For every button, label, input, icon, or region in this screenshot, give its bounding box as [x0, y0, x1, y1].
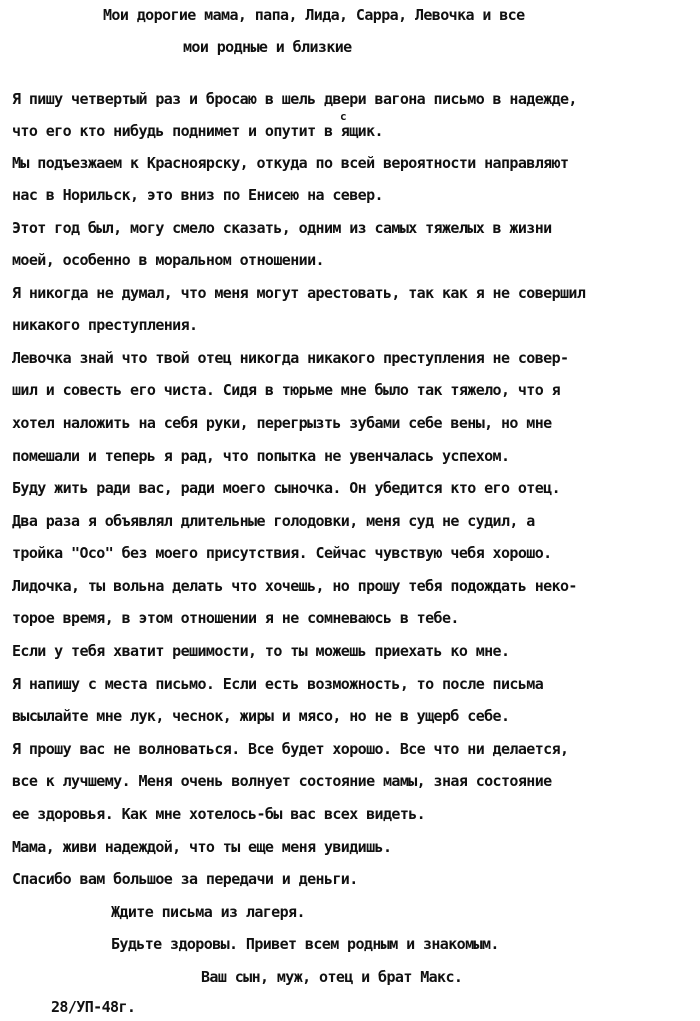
body-line: помешали и теперь я рад, что попытка не увенчалась успехом.	[12, 447, 510, 465]
body-line: Я никогда не думал, что меня могут арестовать, так как я не совершил	[12, 284, 586, 302]
body-line: Два раза я объявлял длительные голодовки, меня суд не судил, а	[12, 512, 535, 530]
body-line: Мы подъезжаем к Красноярску, откуда по всей вероятности направляют	[12, 154, 569, 172]
body-line: Я пишу четвертый раз и бросаю в шель двери вагона письмо в надежде,	[12, 90, 577, 108]
letter-date: 28/УП-48г.	[51, 998, 136, 1016]
body-line: Этот год был, могу смело сказать, одним из самых тяжелых в жизни	[12, 219, 552, 237]
body-line: что его кто нибудь поднимет и опутит в ящик.	[12, 122, 383, 140]
body-line: Мама, живи надеждой, что ты еще меня увидишь.	[12, 838, 392, 856]
body-line: нас в Норильск, это вниз по Енисею на север.	[12, 186, 383, 204]
salutation-line-1: Мои дорогие мама, папа, Лида, Сарра, Левочка и все	[103, 6, 525, 24]
body-line: никакого преступления.	[12, 316, 198, 334]
body-line: торое время, в этом отношении я не сомневаюсь в тебе.	[12, 609, 459, 627]
body-line: Если у тебя хватит решимости, то ты можешь приехать ко мне.	[12, 642, 510, 660]
body-line: хотел наложить на себя руки, перегрызть зубами себе вены, но мне	[12, 414, 552, 432]
body-line: Спасибо вам большое за передачи и деньги.	[12, 870, 358, 888]
closing-line: Ждите письма из лагеря.	[111, 903, 305, 921]
handwritten-insertion: с	[340, 110, 347, 123]
body-line: Я прошу вас не волноваться. Все будет хорошо. Все что ни делается,	[12, 740, 569, 758]
body-line: Левочка знай что твой отец никогда никакого преступления не совер-	[12, 349, 569, 367]
body-line: Лидочка, ты вольна делать что хочешь, но прошу тебя подождать неко-	[12, 577, 577, 595]
body-line: Я напишу с места письмо. Если есть возможность, то после письма	[12, 675, 544, 693]
body-line: ее здоровья. Как мне хотелось-бы вас всех видеть.	[12, 805, 426, 823]
body-line: тройка "Осо" без моего присутствия. Сейчас чувствую чебя хорошо.	[12, 544, 552, 562]
closing-line: Будьте здоровы. Привет всем родным и знакомым.	[111, 935, 499, 953]
body-line: высылайте мне лук, чеснок, жиры и мясо, но не в ущерб себе.	[12, 707, 510, 725]
body-line: моей, особенно в моральном отношении.	[12, 251, 324, 269]
salutation-line-2: мои родные и близкие	[183, 38, 352, 56]
signature-line: Ваш сын, муж, отец и брат Макс.	[201, 968, 463, 986]
body-line: шил и совесть его чиста. Сидя в тюрьме мне было так тяжело, что я	[12, 381, 561, 399]
body-line: все к лучшему. Меня очень волнует состояние мамы, зная состояние	[12, 772, 552, 790]
body-line: Буду жить ради вас, ради моего сыночка. Он убедится кто его отец.	[12, 479, 561, 497]
